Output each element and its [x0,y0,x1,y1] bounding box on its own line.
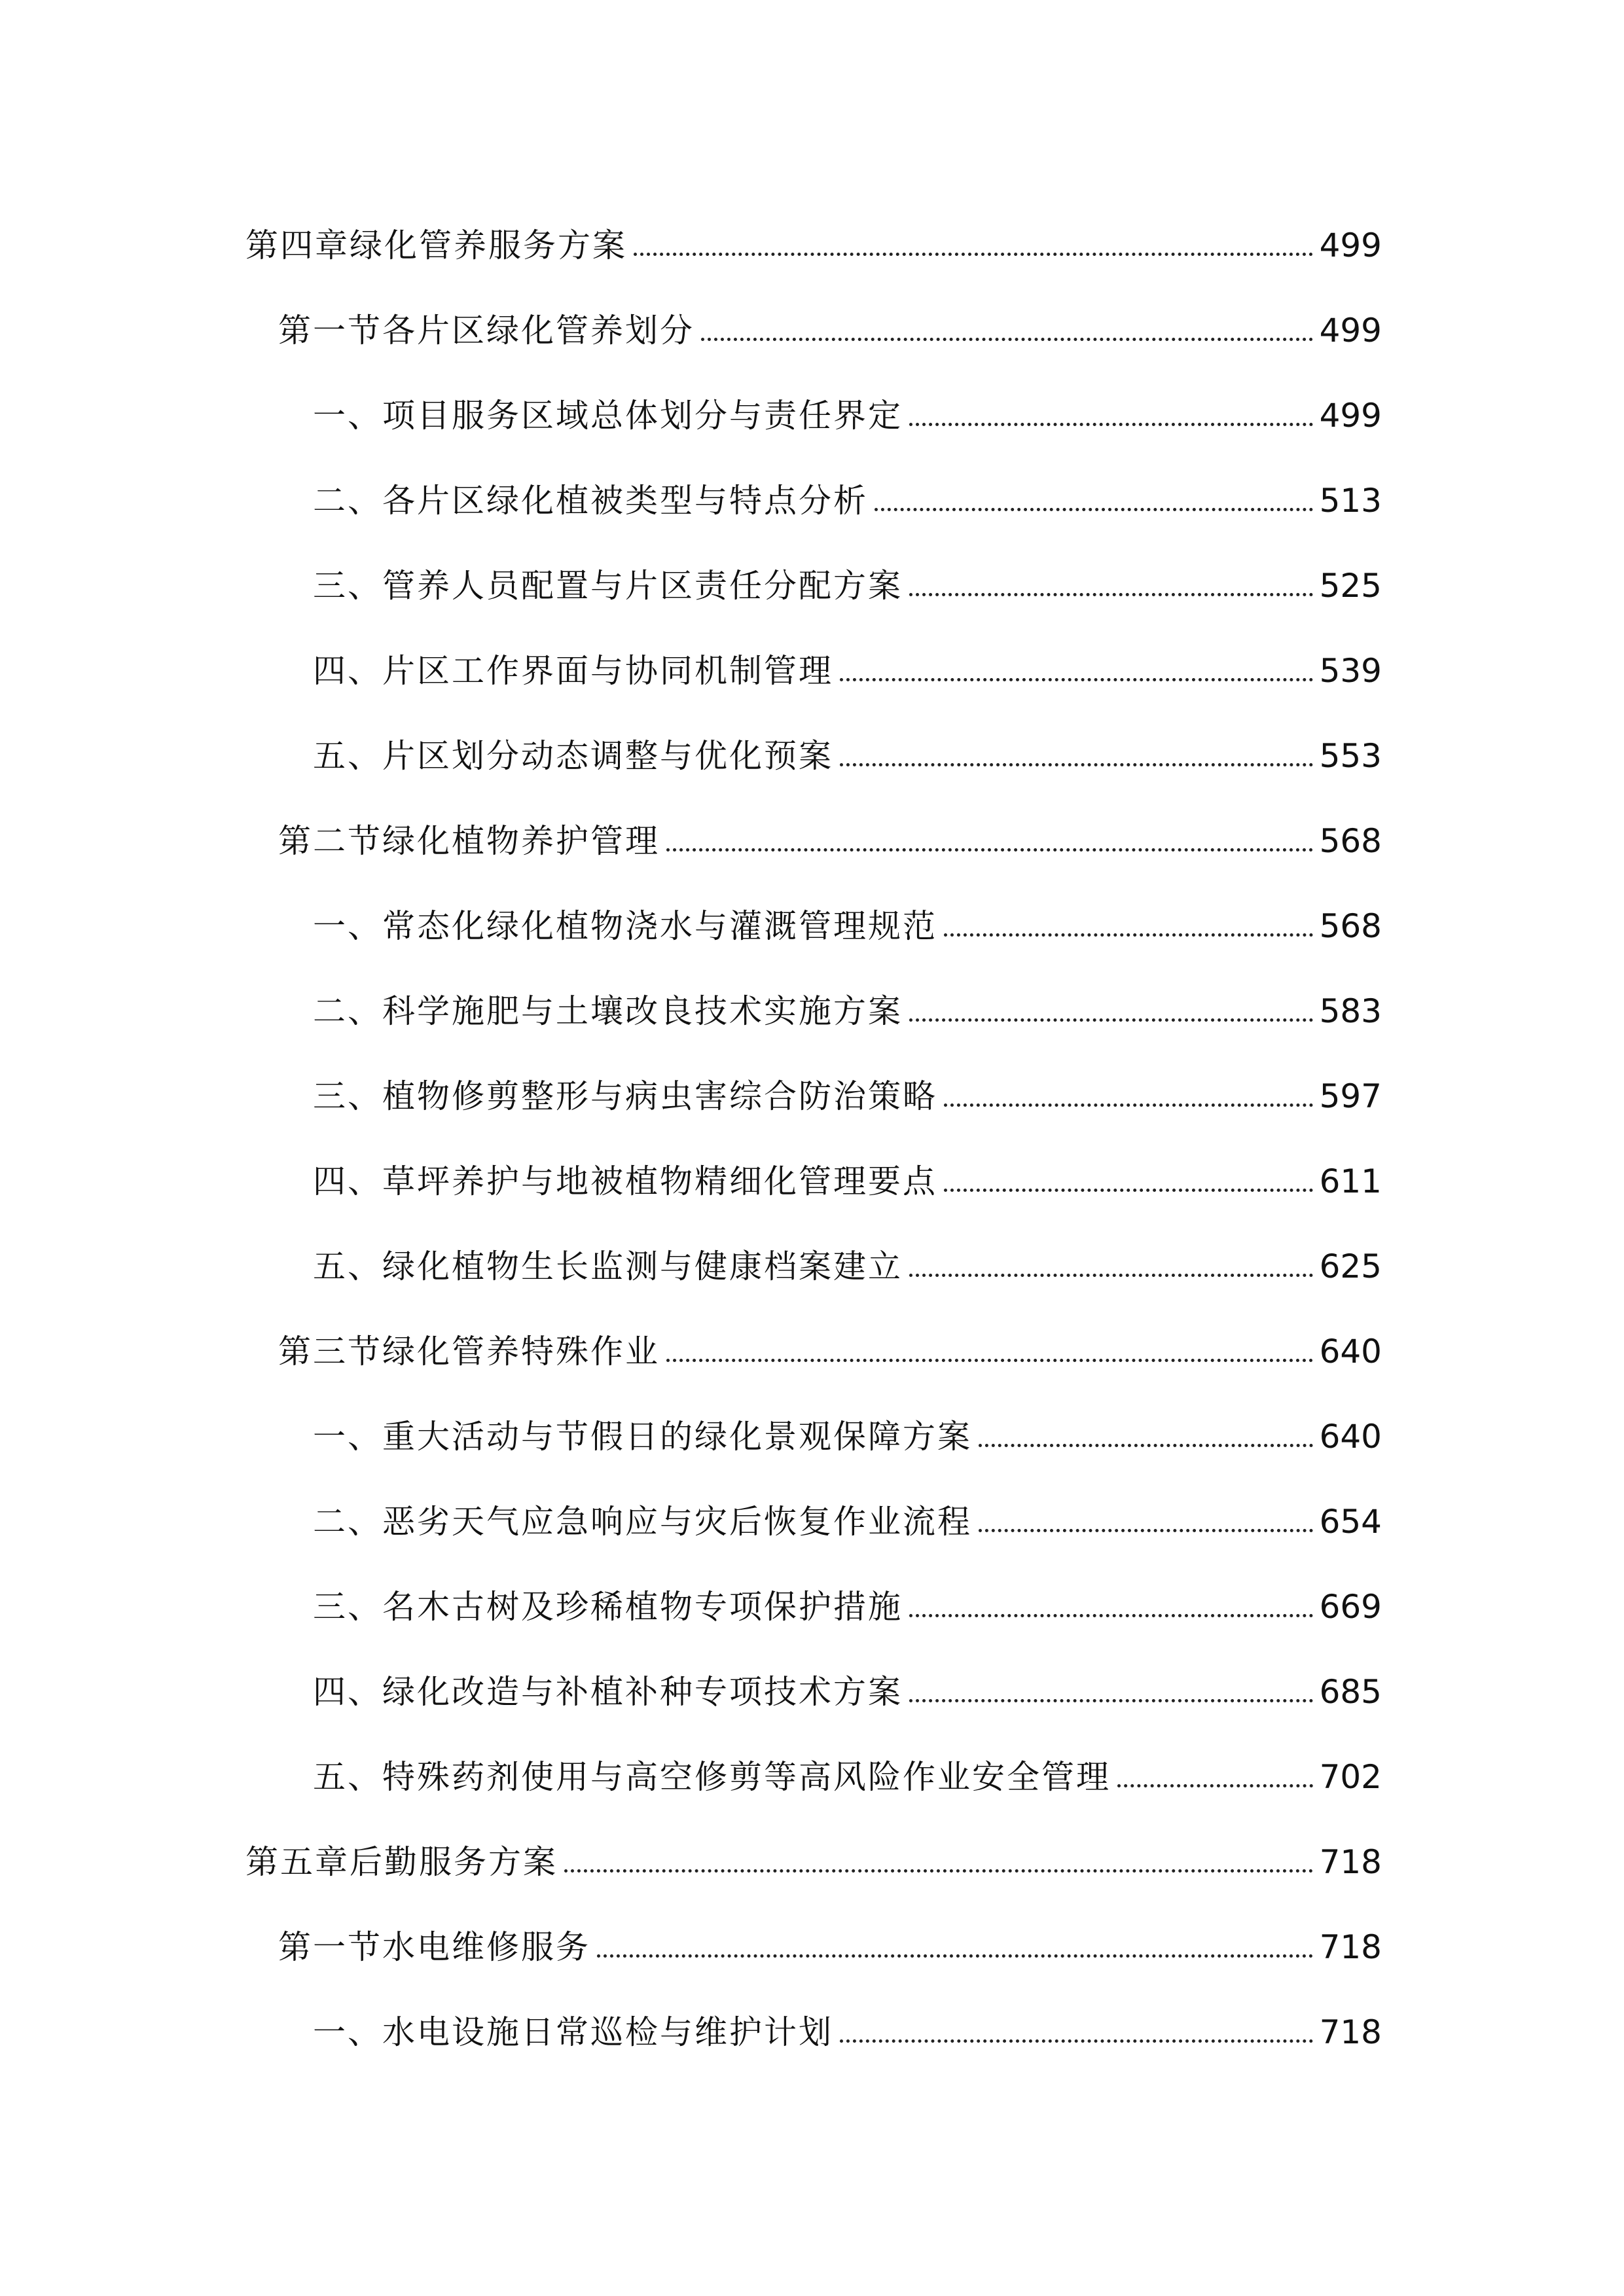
toc-dot-leader [979,1529,1313,1532]
toc-entry-title: 五、特殊药剂使用与高空修剪等高风险作业安全管理 [313,1758,1111,1796]
toc-page-number: 640 [1319,1418,1382,1456]
toc-entry-title: 一、水电设施日常巡检与维护计划 [313,2013,833,2051]
toc-entry-title: 二、科学施肥与土壤改良技术实施方案 [313,992,903,1030]
toc-dot-leader [875,508,1313,511]
toc-entry-title: 三、管养人员配置与片区责任分配方案 [313,567,903,605]
toc-page-number: 718 [1319,2013,1382,2051]
toc-item-4-1-1[interactable] [313,383,1382,435]
toc-chapter-5[interactable] [245,1829,1382,1882]
toc-dot-leader [909,1614,1313,1617]
toc-entry-title: 第一节水电维修服务 [278,1928,590,1966]
toc-section-4-3[interactable] [278,1319,1382,1371]
toc-chapter-4[interactable] [245,213,1382,265]
toc-dot-leader [909,1018,1313,1022]
toc-page-number: 568 [1319,822,1382,860]
toc-item-4-3-2[interactable] [313,1489,1382,1541]
toc-page-number: 499 [1319,312,1382,350]
toc-item-4-3-5[interactable] [313,1744,1382,1797]
toc-dot-leader [944,933,1313,937]
toc-page-number: 568 [1319,907,1382,945]
toc-dot-leader [909,593,1313,596]
toc-entry-title: 三、名木古树及珍稀植物专项保护措施 [313,1588,903,1626]
toc-item-4-2-1[interactable] [313,893,1382,946]
toc-dot-leader [944,1189,1313,1192]
toc-entry-title: 二、各片区绿化植被类型与特点分析 [313,482,868,520]
toc-entry-title: 一、项目服务区域总体划分与责任界定 [313,397,903,435]
toc-dot-leader [840,2039,1313,2043]
toc-dot-leader [597,1954,1313,1958]
toc-dot-leader [909,1699,1313,1702]
toc-section-4-1[interactable] [278,298,1382,350]
toc-dot-leader [840,678,1313,681]
toc-item-4-2-5[interactable] [313,1234,1382,1286]
toc-entry-title: 四、片区工作界面与协同机制管理 [313,652,833,690]
toc-page-number: 539 [1319,652,1382,690]
toc-page-number: 718 [1319,1928,1382,1966]
toc-item-4-3-3[interactable] [313,1574,1382,1626]
toc-dot-leader [701,338,1313,341]
toc-dot-leader [909,1274,1313,1277]
toc-entry-title: 一、常态化绿化植物浇水与灌溉管理规范 [313,907,937,945]
toc-entry-title: 五、绿化植物生长监测与健康档案建立 [313,1247,903,1285]
toc-entry-title: 第四章绿化管养服务方案 [245,226,627,264]
toc-entry-title: 三、植物修剪整形与病虫害综合防治策略 [313,1077,937,1115]
toc-dot-leader [840,763,1313,766]
toc-dot-leader [634,253,1313,256]
toc-entry-title: 四、草坪养护与地被植物精细化管理要点 [313,1162,937,1200]
toc-item-4-3-4[interactable] [313,1659,1382,1712]
toc-entry-title: 一、重大活动与节假日的绿化景观保障方案 [313,1418,972,1456]
toc-item-4-2-2[interactable] [313,978,1382,1031]
toc-entry-title: 第三节绿化管养特殊作业 [278,1333,660,1371]
toc-item-4-1-2[interactable] [313,468,1382,520]
toc-page-number: 499 [1319,226,1382,264]
toc-dot-leader [909,423,1313,426]
toc-dot-leader [1117,1784,1313,1787]
toc-item-4-2-3[interactable] [313,1064,1382,1116]
toc-entry-title: 二、恶劣天气应急响应与灾后恢复作业流程 [313,1503,972,1541]
toc-page-number: 702 [1319,1758,1382,1796]
toc-page-number: 625 [1319,1247,1382,1285]
toc-entry-title: 第一节各片区绿化管养划分 [278,312,695,350]
toc-page-number: 685 [1319,1673,1382,1711]
toc-page-number: 611 [1319,1162,1382,1200]
toc-page-number: 583 [1319,992,1382,1030]
toc-dot-leader [944,1103,1313,1107]
toc-page-number: 553 [1319,737,1382,775]
toc-entry-title: 五、片区划分动态调整与优化预案 [313,737,833,775]
toc-page-number: 669 [1319,1588,1382,1626]
toc-page-number: 513 [1319,482,1382,520]
toc-item-4-1-4[interactable] [313,638,1382,691]
toc-dot-leader [666,1359,1313,1362]
toc-page-number: 525 [1319,567,1382,605]
toc-page-number: 499 [1319,397,1382,435]
toc-dot-leader [979,1444,1313,1447]
toc-item-4-3-1[interactable] [313,1404,1382,1456]
toc-dot-leader [564,1869,1313,1873]
toc-page-number: 718 [1319,1843,1382,1881]
toc-entry-title: 第五章后勤服务方案 [245,1843,558,1881]
toc-entry-title: 第二节绿化植物养护管理 [278,822,660,860]
toc-entry-title: 四、绿化改造与补植补种专项技术方案 [313,1673,903,1711]
toc-section-4-2[interactable] [278,808,1382,861]
toc-page-number: 654 [1319,1503,1382,1541]
toc-page-number: 597 [1319,1077,1382,1115]
toc-item-4-2-4[interactable] [313,1149,1382,1201]
toc-dot-leader [666,848,1313,852]
toc-page-number: 640 [1319,1333,1382,1371]
toc-item-4-1-5[interactable] [313,723,1382,776]
toc-item-5-1-1[interactable] [313,2000,1382,2052]
toc-section-5-1[interactable] [278,1914,1382,1967]
toc-item-4-1-3[interactable] [313,553,1382,605]
